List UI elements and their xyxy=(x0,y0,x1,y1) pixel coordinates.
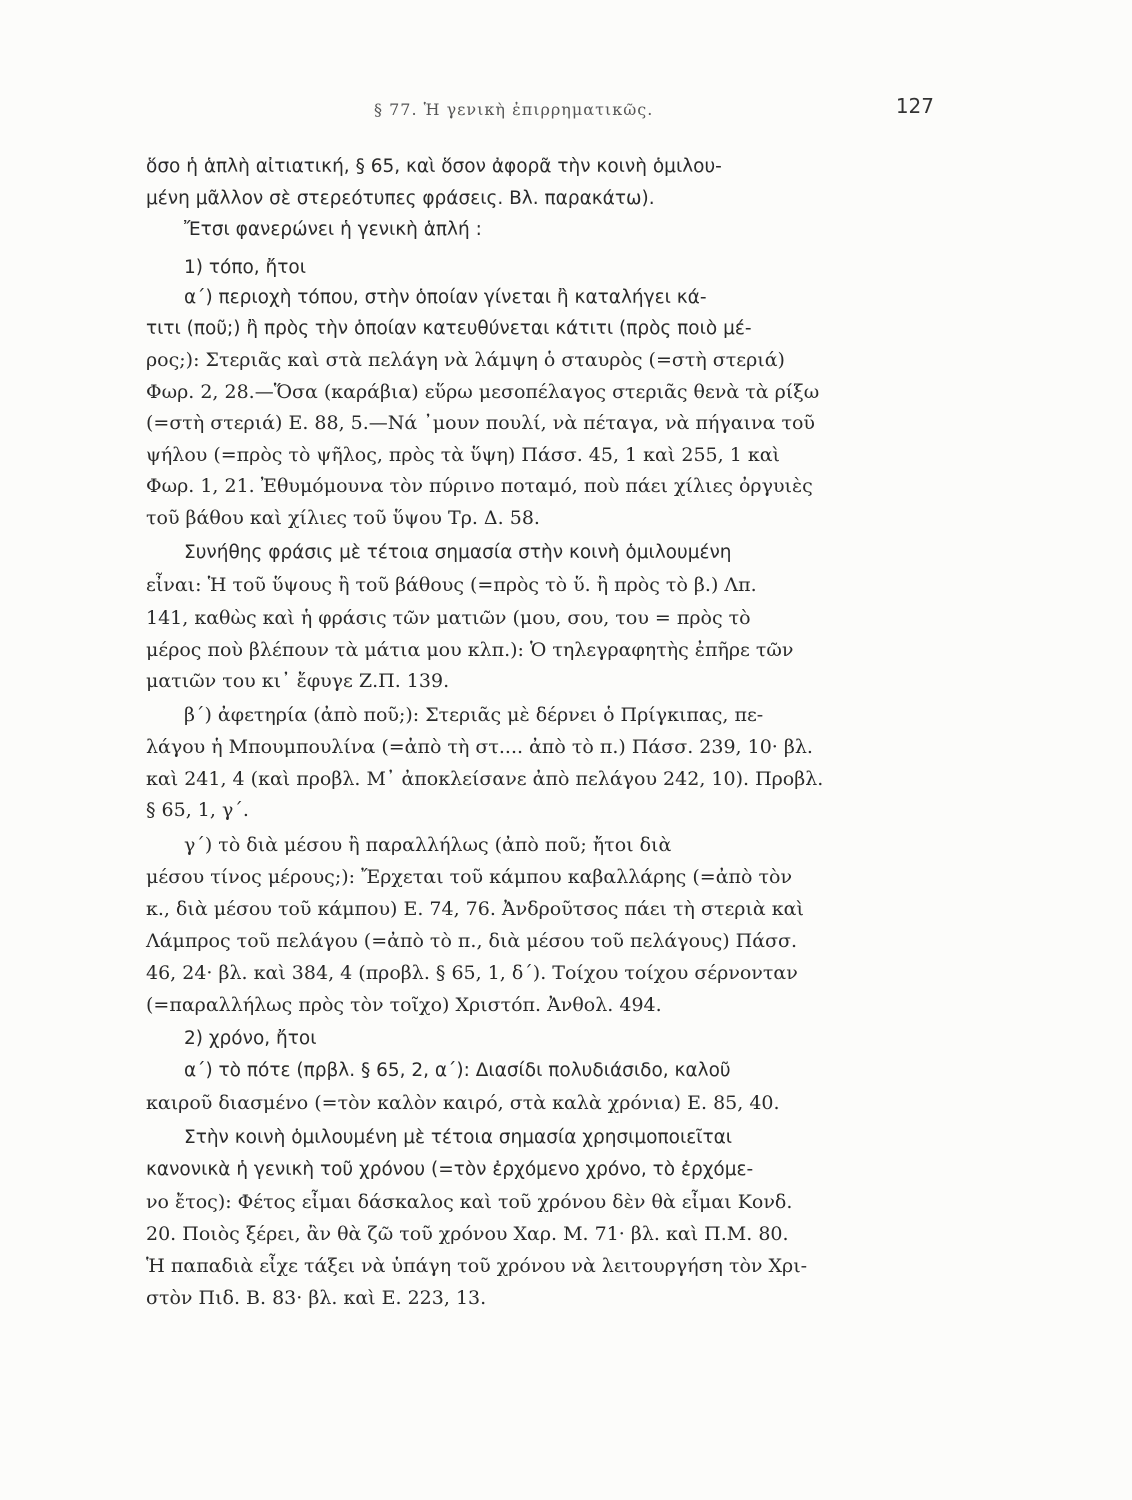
section-heading: 2) χρόνο, ἤτοι xyxy=(184,1028,317,1049)
text-line: κ., διὰ μέσου τοῦ κάμπου) Ε. 74, 76. Ἀνδροῦτσος πάει τὴ στεριὰ καὶ xyxy=(146,898,804,920)
text-line: μέσου τίνος μέρους;): Ἔρχεται τοῦ κάμπου καβαλλάρης (=ἀπὸ τὸν xyxy=(146,866,792,888)
text-line: κανονικὰ ἡ γενικὴ τοῦ χρόνου (=τὸν ἐρχόμενο χρόνο, τὸ ἐρχόμε- xyxy=(146,1159,754,1180)
text-line: Φωρ. 1, 21. Ἐθυμόμουνα τὸν πύρινο ποταμό, ποὺ πάει χίλιες ὀργυιὲς xyxy=(146,475,813,497)
text-line: 46, 24· βλ. καὶ 384, 4 (προβλ. § 65, 1, δ΄). Τοίχου τοίχου σέρνονταν xyxy=(146,962,798,984)
text-line: καὶ 241, 4 (καὶ προβλ. Μ᾿ ἀποκλείσανε ἀπὸ πελάγου 242, 10). Προβλ. xyxy=(146,768,824,790)
text-line: (=παραλλήλως πρὸς τὸν τοῖχο) Χριστόπ. Ἀνθολ. 494. xyxy=(146,994,662,1016)
subsection-heading: γ΄) τὸ διὰ μέσου ἢ παραλλήλως (ἀπὸ ποῦ; ἤτοι διὰ xyxy=(184,834,672,856)
section-heading: 1) τόπο, ἤτοι xyxy=(184,257,306,278)
text-line: ὅσο ἡ ἁπλὴ αἰτιατική, § 65, καὶ ὅσον ἀφορᾶ τὴν κοινὴ ὁμιλου- xyxy=(146,156,722,177)
text-line: Φωρ. 2, 28.—Ὅσα (καράβια) εὕρω μεσοπέλαγος στεριᾶς θενὰ τὰ ρίξω xyxy=(146,381,820,403)
text-line: 20. Ποιὸς ξέρει, ἂν θὰ ζῶ τοῦ χρόνου Χαρ. Μ. 71· βλ. καὶ Π.Μ. 80. xyxy=(146,1223,789,1245)
text-line: ματιῶν του κι᾿ ἔφυγε Ζ.Π. 139. xyxy=(146,670,450,692)
text-line: τοῦ βάθου καὶ χίλιες τοῦ ὕψου Τρ. Δ. 58. xyxy=(146,507,540,529)
subsection-heading: α΄) τὸ πότε (πρβλ. § 65, 2, α΄): Διασίδι πολυδιάσιδο, καλοῦ xyxy=(184,1060,731,1081)
page-number: 127 xyxy=(895,94,934,118)
text-line: εἶναι: Ἡ τοῦ ὕψους ἢ τοῦ βάθους (=πρὸς τὸ ὕ. ἢ πρὸς τὸ β.) Λπ. xyxy=(146,574,757,596)
text-line: ψήλου (=πρὸς τὸ ψῆλος, πρὸς τὰ ὕψη) Πάσσ. 45, 1 καὶ 255, 1 καὶ xyxy=(146,444,781,466)
text-line: καιροῦ διασμένο (=τὸν καλὸν καιρό, στὰ καλὰ χρόνια) Ε. 85, 40. xyxy=(146,1092,780,1114)
subsection-heading: β΄) ἀφετηρία (ἀπὸ ποῦ;): Στεριᾶς μὲ δέρνει ὁ Πρίγκιπας, πε- xyxy=(184,704,764,726)
page-header xyxy=(146,94,934,124)
text-line: τιτι (ποῦ;) ἢ πρὸς τὴν ὁποίαν κατευθύνεται κάτιτι (πρὸς ποιὸ μέ- xyxy=(146,318,752,339)
text-line: λάγου ἡ Μπουμπουλίνα (=ἀπὸ τὴ στ.... ἀπὸ τὸ π.) Πάσσ. 239, 10· βλ. xyxy=(146,736,813,758)
text-line: Ἡ παπαδιὰ εἶχε τάξει νὰ ὑπάγη τοῦ χρόνου νὰ λειτουργήση τὸν Χρι- xyxy=(146,1255,808,1277)
text-line: Ἔτσι φανερώνει ἡ γενικὴ ἁπλή : xyxy=(184,219,482,240)
running-head: § 77. Ἡ γενικὴ ἐπιρρηματικῶς. xyxy=(374,100,654,119)
text-line: ρος;): Στεριᾶς καὶ στὰ πελάγη νὰ λάμψη ὁ σταυρὸς (=στὴ στεριά) xyxy=(146,349,785,371)
text-line: § 65, 1, γ΄. xyxy=(146,799,249,821)
text-line: μένη μᾶλλον σὲ στερεότυπες φράσεις. Βλ. παρακάτω). xyxy=(146,188,655,209)
text-line: Στὴν κοινὴ ὁμιλουμένη μὲ τέτοια σημασία χρησιμοποιεῖται xyxy=(184,1127,733,1148)
text-line: στὸν Πιδ. Β. 83· βλ. καὶ Ε. 223, 13. xyxy=(146,1287,487,1309)
text-line: νο ἔτος): Φέτος εἶμαι δάσκαλος καὶ τοῦ χρόνου δὲν θὰ εἶμαι Κονδ. xyxy=(146,1191,793,1213)
subsection-heading: α΄) περιοχὴ τόπου, στὴν ὁποίαν γίνεται ἢ καταλήγει κά- xyxy=(184,287,707,308)
text-line: Λάμπρος τοῦ πελάγου (=ἀπὸ τὸ π., διὰ μέσου τοῦ πελάγους) Πάσσ. xyxy=(146,930,798,952)
text-line: Συνήθης φράσις μὲ τέτοια σημασία στὴν κοινὴ ὁμιλουμένη xyxy=(184,542,732,563)
text-line: μέρος ποὺ βλέπουν τὰ μάτια μου κλπ.): Ὁ τηλεγραφητὴς ἐπῆρε τῶν xyxy=(146,639,794,661)
text-line: 141, καθὼς καὶ ἡ φράσις τῶν ματιῶν (μου, σου, του = πρὸς τὸ xyxy=(146,607,751,629)
text-line: (=στὴ στεριά) Ε. 88, 5.—Νά ᾿μουν πουλί, νὰ πέταγα, νὰ πήγαινα τοῦ xyxy=(146,412,815,434)
